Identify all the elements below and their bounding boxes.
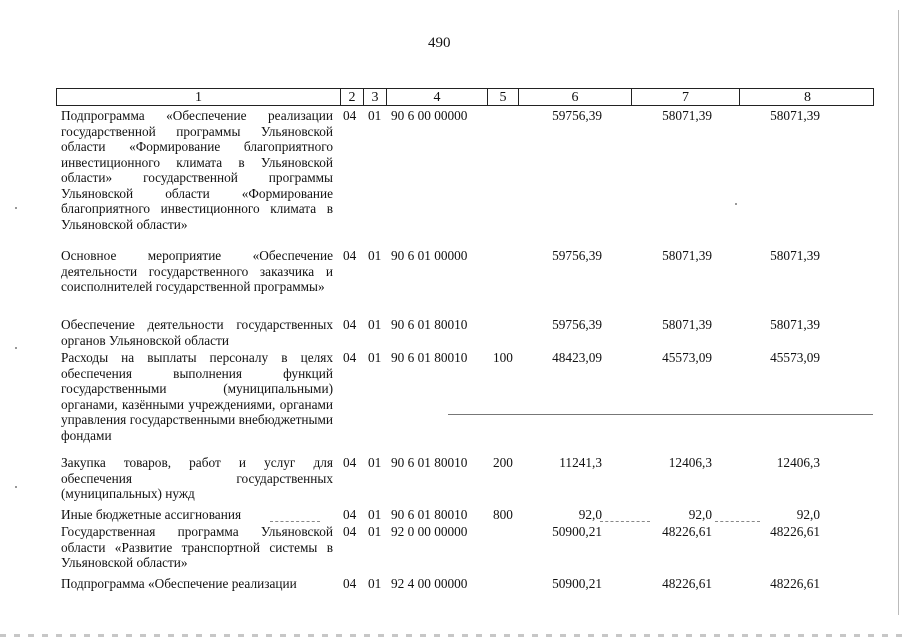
row-subsection: 01: [368, 576, 382, 591]
row-amount-7: 58071,39: [662, 108, 712, 123]
scan-speck: [15, 486, 17, 488]
row-description: Основное мероприятие «Обеспечение деятельности государственного заказчика и соисполнителей государственной программы»: [61, 248, 333, 294]
row-subsection: 01: [368, 455, 382, 470]
row-section: 04: [343, 350, 357, 365]
row-description: Иные бюджетные ассигнования: [61, 507, 242, 522]
row-subsection: 01: [368, 524, 382, 539]
row-amount-6: 59756,39: [552, 108, 602, 123]
scan-edge: [898, 10, 899, 615]
row-target-code: 90 6 01 80010: [391, 317, 468, 332]
row-target-code: 90 6 00 00000: [391, 108, 468, 123]
header-col-8: 8: [739, 89, 875, 105]
scan-dash-line: [270, 521, 320, 522]
row-amount-8: 58071,39: [770, 108, 820, 123]
row-amount-8: 48226,61: [770, 576, 820, 591]
row-amount-7: 58071,39: [662, 248, 712, 263]
scan-dash-line: [600, 521, 650, 522]
row-amount-6: 92,0: [578, 507, 602, 522]
row-amount-7: 92,0: [688, 507, 712, 522]
row-description: Государственная программа Ульяновской области «Развитие транспортной системы в Ульяновской области»: [61, 524, 333, 570]
table-header: [56, 88, 874, 106]
row-subsection: 01: [368, 507, 382, 522]
row-amount-6: 48423,09: [552, 350, 602, 365]
row-amount-8: 45573,09: [770, 350, 820, 365]
scan-rule-line: [448, 414, 873, 415]
row-expense-type: 800: [493, 507, 513, 522]
row-subsection: 01: [368, 108, 382, 123]
row-target-code: 90 6 01 00000: [391, 248, 468, 263]
row-amount-8: 58071,39: [770, 317, 820, 332]
row-amount-8: 12406,3: [776, 455, 820, 470]
page-number: 490: [428, 35, 451, 51]
scan-speck: [15, 207, 17, 209]
row-description: Подпрограмма «Обеспечение реализации государственной программы Ульяновской области «Формирование благоприятного инвестиционного климата в Ульяновской области» государственной программы Ульяновской области «Формирование благоприятного инвестиционного климата в Ульяновской области»: [61, 108, 333, 232]
row-amount-6: 50900,21: [552, 524, 602, 539]
row-amount-6: 50900,21: [552, 576, 602, 591]
row-amount-7: 12406,3: [668, 455, 712, 470]
row-expense-type: 200: [493, 455, 513, 470]
scan-speck: [15, 347, 17, 349]
row-subsection: 01: [368, 317, 382, 332]
row-amount-8: 48226,61: [770, 524, 820, 539]
row-subsection: 01: [368, 248, 382, 263]
row-amount-8: 92,0: [796, 507, 820, 522]
row-target-code: 92 4 00 00000: [391, 576, 468, 591]
header-col-2: 2: [340, 89, 363, 105]
row-expense-type: 100: [493, 350, 513, 365]
row-description: Закупка товаров, работ и услуг для обеспечения государственных (муниципальных) нужд: [61, 455, 333, 501]
scan-speck: [735, 203, 737, 205]
row-section: 04: [343, 108, 357, 123]
scan-dash-line: [715, 521, 760, 522]
row-description: Обеспечение деятельности государственных органов Ульяновской области: [61, 317, 333, 348]
row-amount-7: 45573,09: [662, 350, 712, 365]
header-col-5: 5: [487, 89, 518, 105]
row-amount-7: 48226,61: [662, 524, 712, 539]
header-col-3: 3: [363, 89, 386, 105]
header-col-1: 1: [195, 90, 202, 105]
row-section: 04: [343, 248, 357, 263]
row-target-code: 90 6 01 80010: [391, 507, 468, 522]
row-amount-6: 59756,39: [552, 248, 602, 263]
row-section: 04: [343, 455, 357, 470]
row-target-code: 90 6 01 80010: [391, 455, 468, 470]
row-target-code: 90 6 01 80010: [391, 350, 468, 365]
row-section: 04: [343, 507, 357, 522]
header-col-6: 6: [518, 89, 631, 105]
row-subsection: 01: [368, 350, 382, 365]
row-target-code: 92 0 00 00000: [391, 524, 468, 539]
row-section: 04: [343, 576, 357, 591]
scan-noise: [0, 634, 905, 637]
row-amount-7: 48226,61: [662, 576, 712, 591]
row-amount-6: 11241,3: [559, 455, 602, 470]
row-section: 04: [343, 317, 357, 332]
row-amount-6: 59756,39: [552, 317, 602, 332]
header-col-4: 4: [386, 89, 487, 105]
header-col-7: 7: [631, 89, 739, 105]
row-amount-8: 58071,39: [770, 248, 820, 263]
row-description: Расходы на выплаты персоналу в целях обеспечения выполнения функций государственными (муниципальными) органами, казёнными учреждениями, органами управления государственными внебюджетными фондами: [61, 350, 333, 443]
row-section: 04: [343, 524, 357, 539]
row-description: Подпрограмма «Обеспечение реализации: [61, 576, 297, 591]
row-amount-7: 58071,39: [662, 317, 712, 332]
